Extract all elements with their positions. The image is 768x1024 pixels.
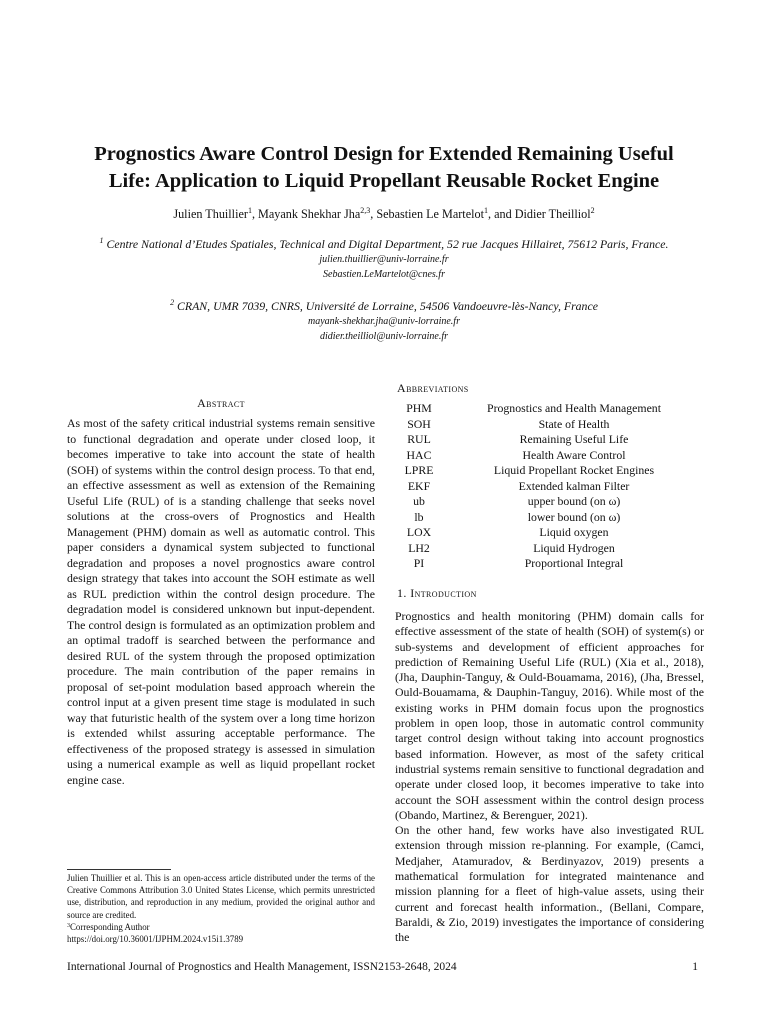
author-email[interactable]: julien.thuillier@univ-lorraine.fr: [319, 254, 449, 265]
abstract-body: As most of the safety critical industrial systems remain sensitive to functional degradation and operate under closed loop, it becomes imperative to take into account the state of health (SOH) of systems within the control design process. To that end, an effective assessment as well as extension of the Remaining Useful Life (RUL) of is a standing challenge that seeks novel solutions at the cross-overs of Prognostics and Health Management (PHM) domain as well as automatic control. This paper considers a dynamical system subjected to functional degradation and proposes a novel prognostics aware control design strategy that takes into account the SOH estimate as well as RUL prediction within the control design procedure. The degradation model is considered unknown but input-dependent. The control design is formulated as an optimization problem and an optimal tradoff is searched between the performance and desired RUL of the system through the proposed optimization procedure. The main contribution of the paper remains in proposal of set-point modulation based approach wherein the control input at a given present time stage is modulated in such way that futuristic health of the system over a long time horizon is extended whilst assuring acceptable performance. The effectiveness of the proposed strategy is assessed in simulation using a numerical example as well as liquid propellant rocket engine case.: [67, 416, 375, 787]
introduction-body: [395, 609, 704, 946]
paper-title: [40, 141, 728, 195]
abbreviation-row: [397, 556, 707, 572]
abbreviation-meaning: lower bound (on ω): [527, 509, 621, 524]
abbreviation-row: [397, 479, 707, 495]
corresponding-author-note: [67, 921, 375, 933]
author-email[interactable]: mayank-shekhar.jha@univ-lorraine.fr: [308, 316, 460, 327]
author-name: Mayank Shekhar Jha: [258, 207, 361, 221]
footnote: [67, 872, 375, 945]
author-affiliation-mark: 1: [247, 206, 252, 215]
author-email[interactable]: Sebastien.LeMartelot@cnes.fr: [323, 269, 445, 280]
abbreviation-term: EKF: [407, 478, 431, 493]
abbreviation-meaning: Remaining Useful Life: [519, 432, 629, 446]
author-email[interactable]: didier.theilliol@univ-lorraine.fr: [319, 331, 449, 342]
abbreviations-heading: Abbreviations: [397, 381, 469, 395]
introduction-paragraph: On the other hand, few works have also investigated RUL extension through mission re-planning. For example, (Camci, Medjaher, Atamuradov, & Berdinyazov, 2019) presents a mathematical formulation for integrated maintenance and mission planning for a fleet of high-value assets, using their current and forecast health information., (Bellani, Compare, Baraldi, & Zio, 2019) investigates the importance of considering the: [395, 823, 704, 945]
abbreviation-term: lb: [414, 509, 424, 524]
footnote-mark: 3: [67, 922, 70, 929]
abbreviation-row: [397, 463, 707, 479]
abbreviation-term: SOH: [407, 416, 431, 431]
affiliation-mark: 1: [99, 236, 104, 245]
affiliation-1: [40, 236, 728, 282]
abbreviation-row: [397, 401, 707, 417]
abbreviation-row: [397, 448, 707, 464]
abbreviation-term: LOX: [406, 525, 432, 539]
page-number: 1: [692, 961, 698, 973]
abbreviation-row: [397, 494, 707, 510]
doi-link[interactable]: https://doi.org/10.36001/IJPHM.2024.v15i1.3789: [67, 934, 244, 945]
author-affiliation-mark: 1: [483, 206, 488, 215]
abbreviation-term: PI: [413, 556, 425, 570]
abbreviation-term: LH2: [408, 540, 430, 555]
abbreviation-meaning: Liquid Propellant Rocket Engines: [493, 463, 655, 477]
license-note: Julien Thuillier et al. This is an open-access article distributed under the terms of the Creative Commons Attribution 3.0 United States License, which permits unrestricted use, distribution, and reproduction in any medium, provided the original author and source are credited.: [67, 873, 375, 920]
author-name: Sebastien Le Martelot: [376, 207, 484, 221]
author-list: [40, 206, 728, 222]
abbreviation-meaning: Liquid Hydrogen: [533, 540, 615, 555]
abbreviation-row: [397, 432, 707, 448]
footnote-divider: [67, 869, 171, 870]
abbreviation-meaning: Liquid oxygen: [539, 525, 609, 539]
abbreviation-meaning: upper bound (on ω): [527, 494, 621, 508]
title-line-1: Prognostics Aware Control Design for Extended Remaining Useful: [94, 143, 674, 165]
abbreviation-row: [397, 541, 707, 557]
introduction-paragraph: Prognostics and health monitoring (PHM) domain calls for effective assessment of the state of health (SOH) of system(s) or sub-systems and development of efficient approaches for prediction of Remaining Useful Life (RUL) (Xia et al., 2018), (Jha, Dauphin-Tanguy, & Ould-Bouamama, 2016), (Jha, Bressel, Ould-Bouamama, & Dauphin-Tanguy, 2016). While most of the existing works in PHM domain focus upon the prognostics problem in open loop, those in automatic control community target control design without taking into account prognostics based information. However, as most of the safety critical industrial systems remain sensitive to functional degradation and operate under closed loop, it becomes imperative to take into account the SOH assessment within the control design process (Obando, Martinez, & Berenguer, 2021).: [395, 609, 704, 822]
abbreviation-meaning: Proportional Integral: [524, 556, 624, 570]
author-affiliation-mark: 2: [590, 206, 595, 215]
abbreviation-term: LPRE: [404, 463, 434, 477]
author-separator: , and: [487, 207, 515, 221]
abbreviation-row: [397, 510, 707, 526]
abbreviation-row: [397, 417, 707, 433]
title-line-2: Life: Application to Liquid Propellant Reusable Rocket Engine: [108, 170, 660, 192]
author-separator: ,: [251, 207, 259, 221]
affiliation-2: [40, 298, 728, 344]
abbreviation-meaning: Prognostics and Health Management: [487, 401, 661, 415]
abbreviation-meaning: Health Aware Control: [522, 447, 626, 462]
affiliation-text: CRAN, UMR 7039, CNRS, Université de Lorraine, 54506 Vandoeuvre-lès-Nancy, France: [177, 299, 598, 313]
abbreviation-meaning: State of Health: [538, 416, 610, 431]
abbreviation-term: ub: [413, 494, 425, 508]
abbreviation-meaning: Extended kalman Filter: [518, 478, 630, 493]
author-separator: ,: [370, 207, 377, 221]
introduction-heading: 1. Introduction: [397, 586, 477, 600]
author-name: Didier Theilliol: [514, 207, 591, 221]
affiliation-mark: 2: [170, 298, 175, 307]
author-affiliation-mark: 2,3: [360, 206, 371, 215]
abbreviation-term: RUL: [407, 432, 431, 446]
journal-footer: International Journal of Prognostics and Health Management, ISSN2153-2648, 2024: [67, 961, 457, 973]
author-name: Julien Thuillier: [173, 207, 248, 221]
affiliation-text: Centre National d’Etudes Spatiales, Technical and Digital Department, 52 rue Jacques Hillairet, 75612 Paris, France.: [106, 237, 669, 251]
abbreviation-row: [397, 525, 707, 541]
abbreviation-term: PHM: [406, 401, 432, 415]
corresponding-author-label: Corresponding Author: [70, 921, 150, 932]
abbreviations-table: [397, 401, 707, 572]
abstract-heading: Abstract: [197, 396, 245, 410]
abbreviation-term: HAC: [406, 447, 432, 462]
